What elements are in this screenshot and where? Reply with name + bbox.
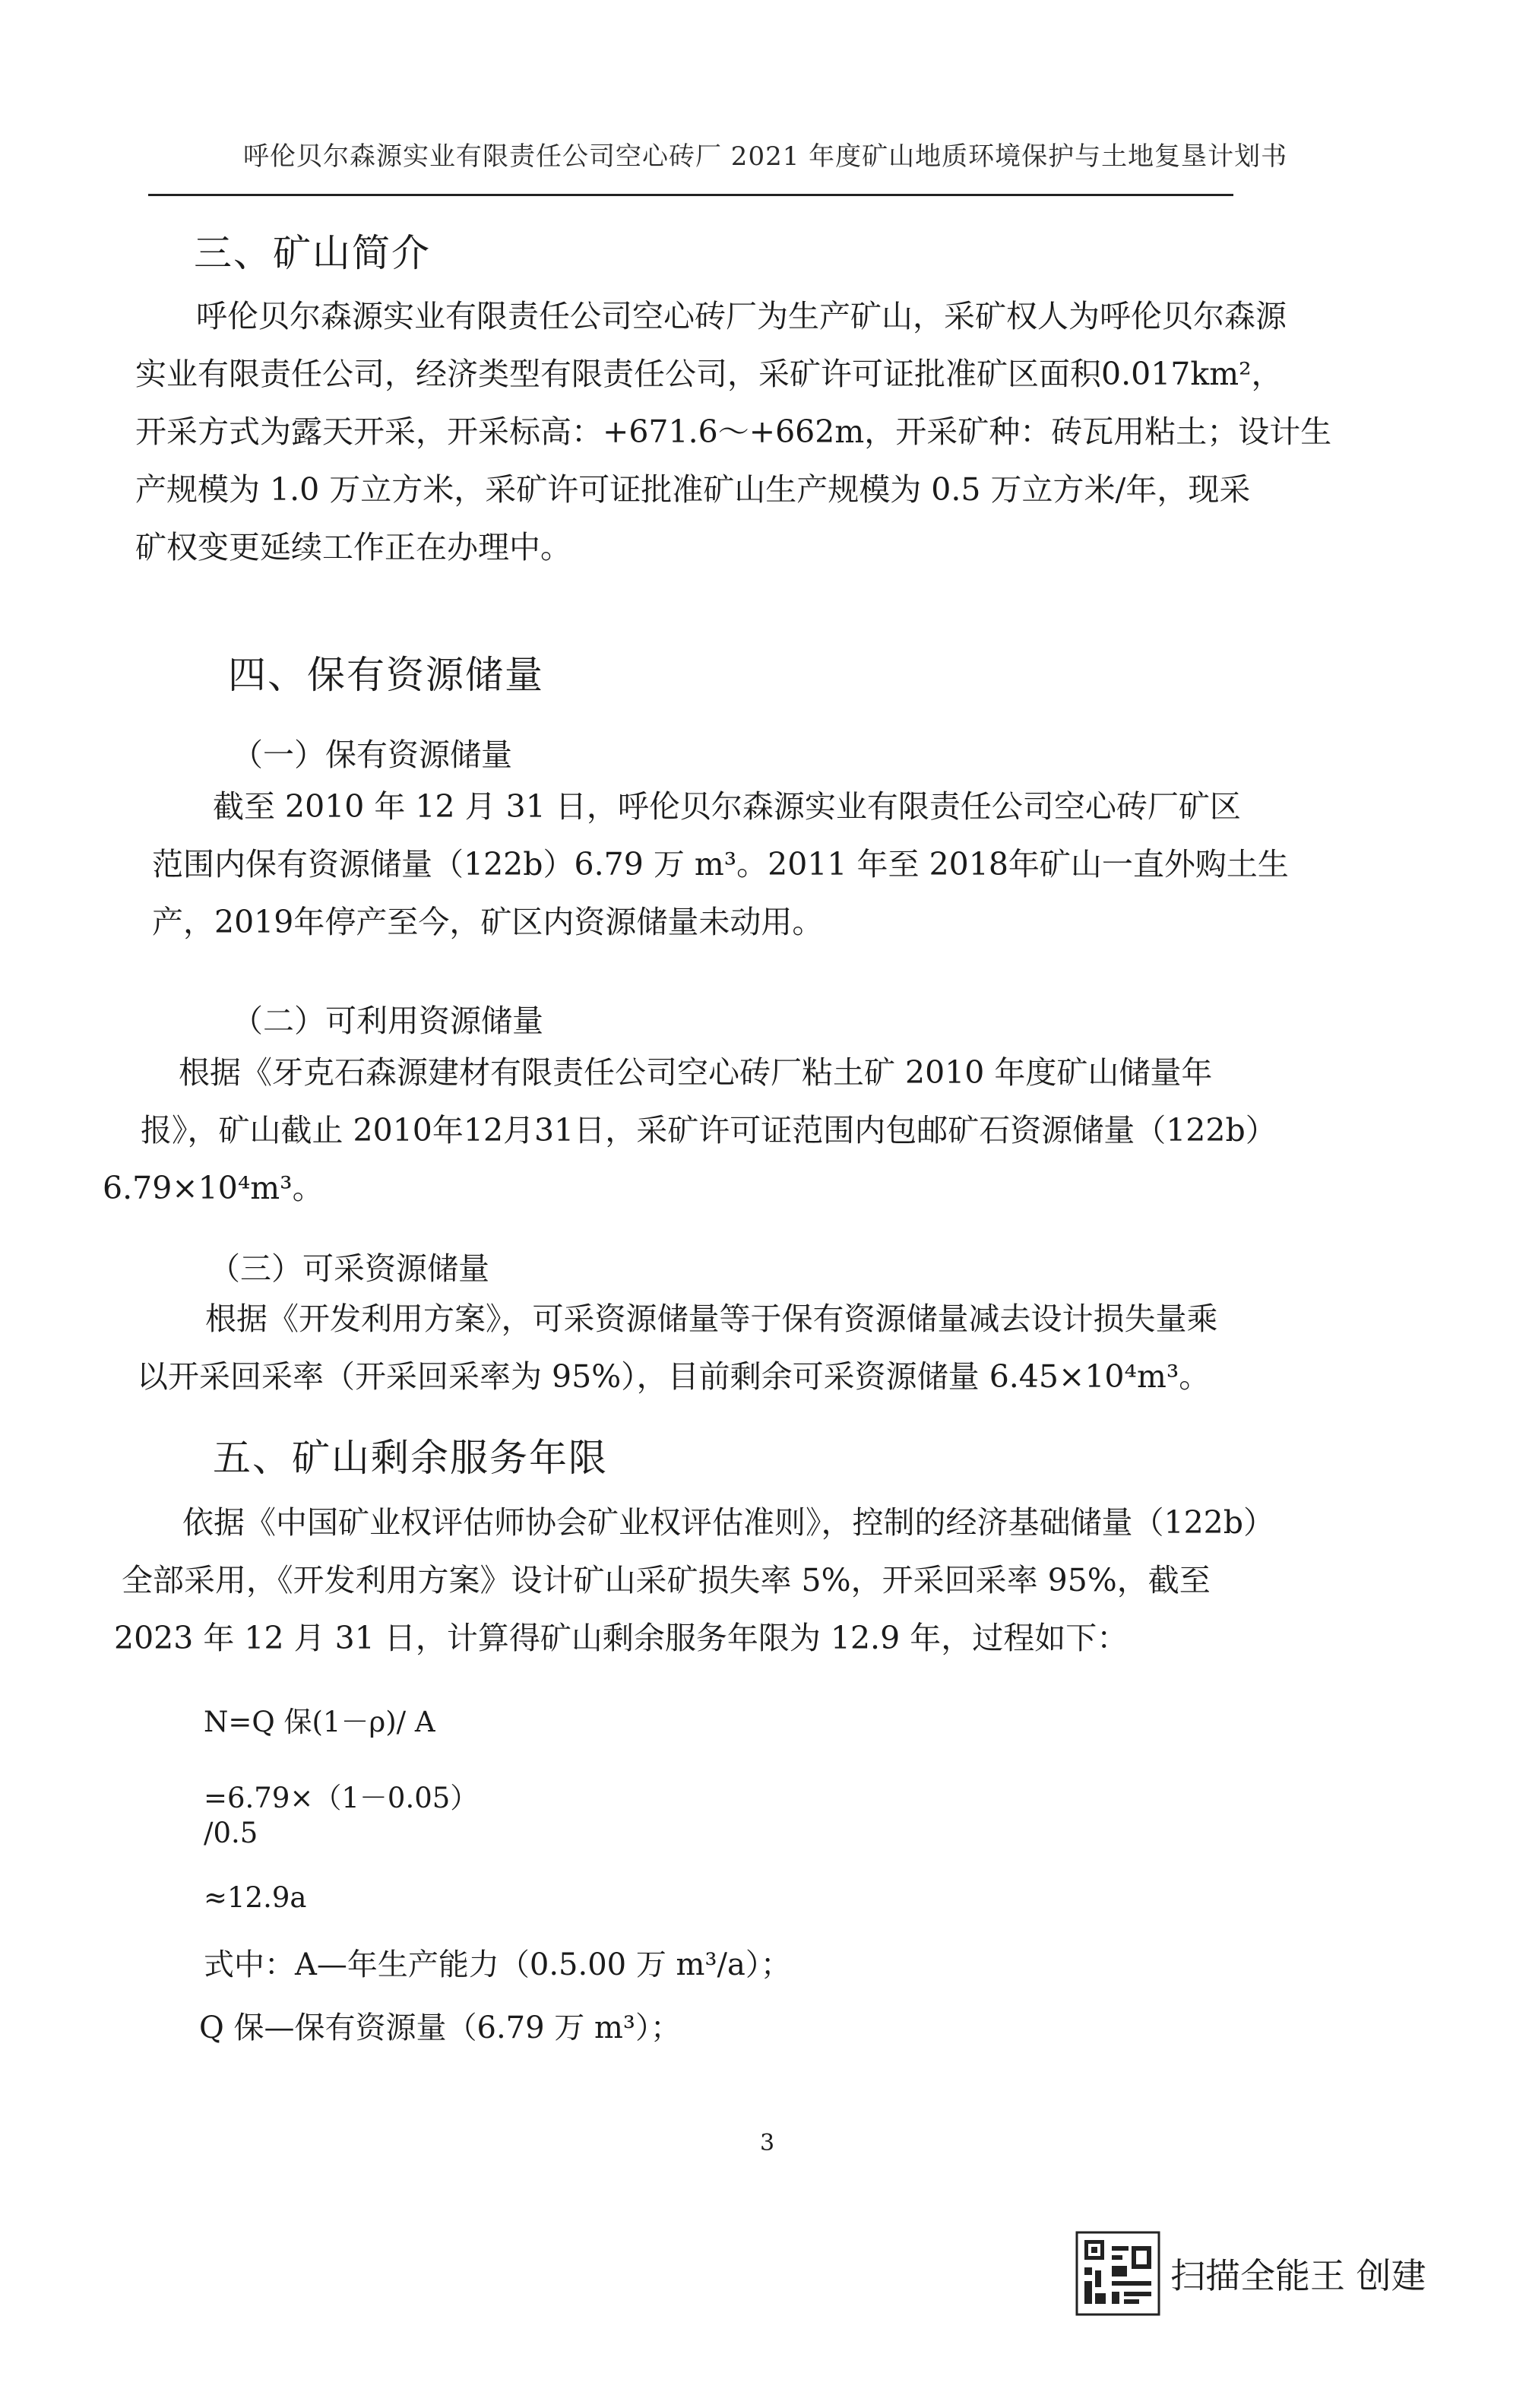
section-5-title: 五、矿山剩余服务年限 bbox=[213, 1436, 608, 1480]
paragraph-line: 范围内保有资源储量（122b）6.79 万 m³。2011 年至 2018年矿山一直外购土生 bbox=[152, 846, 1289, 882]
paragraph-line: 以开采回采率（开采回采率为 95%），目前剩余可采资源储量 6.45×10⁴m³。 bbox=[137, 1358, 1211, 1395]
paragraph-line: 报》，矿山截止 2010年12月31日，采矿许可证范围内包邮矿石资源储量（122b） bbox=[141, 1112, 1277, 1149]
paragraph-line: 截至 2010 年 12 月 31 日，呼伦贝尔森源实业有限责任公司空心砖厂矿区 bbox=[213, 788, 1241, 825]
subsection-4-2-paragraph bbox=[103, 1044, 1277, 1217]
section-4-title: 四、保有资源储量 bbox=[228, 653, 544, 697]
watermark-text: 扫描全能王 创建 bbox=[1170, 2255, 1426, 2296]
subsection-4-1-paragraph bbox=[152, 778, 1289, 951]
paragraph-line: 全部采用，《开发利用方案》设计矿山采矿损失率 5%，开采回采率 95%，截至 bbox=[122, 1562, 1211, 1598]
formula-note: Q 保—保有资源量（6.79 万 m³）； bbox=[199, 2010, 681, 2045]
section-3-paragraph bbox=[135, 287, 1331, 576]
page-header-title: 呼伦贝尔森源实业有限责任公司空心砖厂 2021 年度矿山地质环境保护与土地复垦计划书 bbox=[243, 141, 1288, 172]
section-3-title: 三、矿山简介 bbox=[194, 231, 431, 275]
subsection-4-3-title: （三）可采资源储量 bbox=[209, 1250, 489, 1287]
formula-line: =6.79×（1－0.05） bbox=[204, 1782, 479, 1814]
paragraph-line: 2023 年 12 月 31 日，计算得矿山剩余服务年限为 12.9 年，过程如下： bbox=[114, 1620, 1129, 1656]
paragraph-line: 产规模为 1.0 万立方米，采矿许可证批准矿山生产规模为 0.5 万立方米/年，现采 bbox=[135, 471, 1251, 508]
subsection-4-3-paragraph bbox=[137, 1290, 1218, 1405]
header-divider bbox=[148, 194, 1233, 196]
paragraph-line: 6.79×10⁴m³。 bbox=[103, 1170, 324, 1206]
formula-line: ≈12.9a bbox=[204, 1881, 307, 1914]
paragraph-line: 依据《中国矿业权评估师协会矿业权评估准则》，控制的经济基础储量（122b） bbox=[182, 1504, 1274, 1541]
formula-line: /0.5 bbox=[204, 1817, 258, 1849]
subsection-4-2-title: （二）可利用资源储量 bbox=[232, 1003, 543, 1039]
paragraph-line: 开采方式为露天开采，开采标高：+671.6～+662m，开采矿种：砖瓦用粘土；设计生 bbox=[135, 413, 1332, 450]
paragraph-line: 矿权变更延续工作正在办理中。 bbox=[135, 529, 571, 566]
paragraph-line: 实业有限责任公司，经济类型有限责任公司，采矿许可证批准矿区面积0.017km²， bbox=[135, 356, 1283, 392]
paragraph-line: 根据《牙克石森源建材有限责任公司空心砖厂粘土矿 2010 年度矿山储量年 bbox=[179, 1054, 1213, 1091]
paragraph-line: 根据《开发利用方案》，可采资源储量等于保有资源储量减去设计损失量乘 bbox=[205, 1301, 1218, 1337]
subsection-4-1-title: （一）保有资源储量 bbox=[232, 737, 512, 773]
section-5-paragraph bbox=[114, 1494, 1274, 1667]
paragraph-line: 呼伦贝尔森源实业有限责任公司空心砖厂为生产矿山，采矿权人为呼伦贝尔森源 bbox=[196, 298, 1287, 334]
page-number: 3 bbox=[760, 2130, 775, 2156]
formula-note: 式中：A—年生产能力（0.5.00 万 m³/a）； bbox=[204, 1947, 791, 1982]
paragraph-line: 产，2019年停产至今，矿区内资源储量未动用。 bbox=[152, 904, 824, 940]
camscanner-logo-icon bbox=[1075, 2231, 1160, 2316]
formula-line: N=Q 保(1－ρ)/ A bbox=[204, 1706, 435, 1738]
